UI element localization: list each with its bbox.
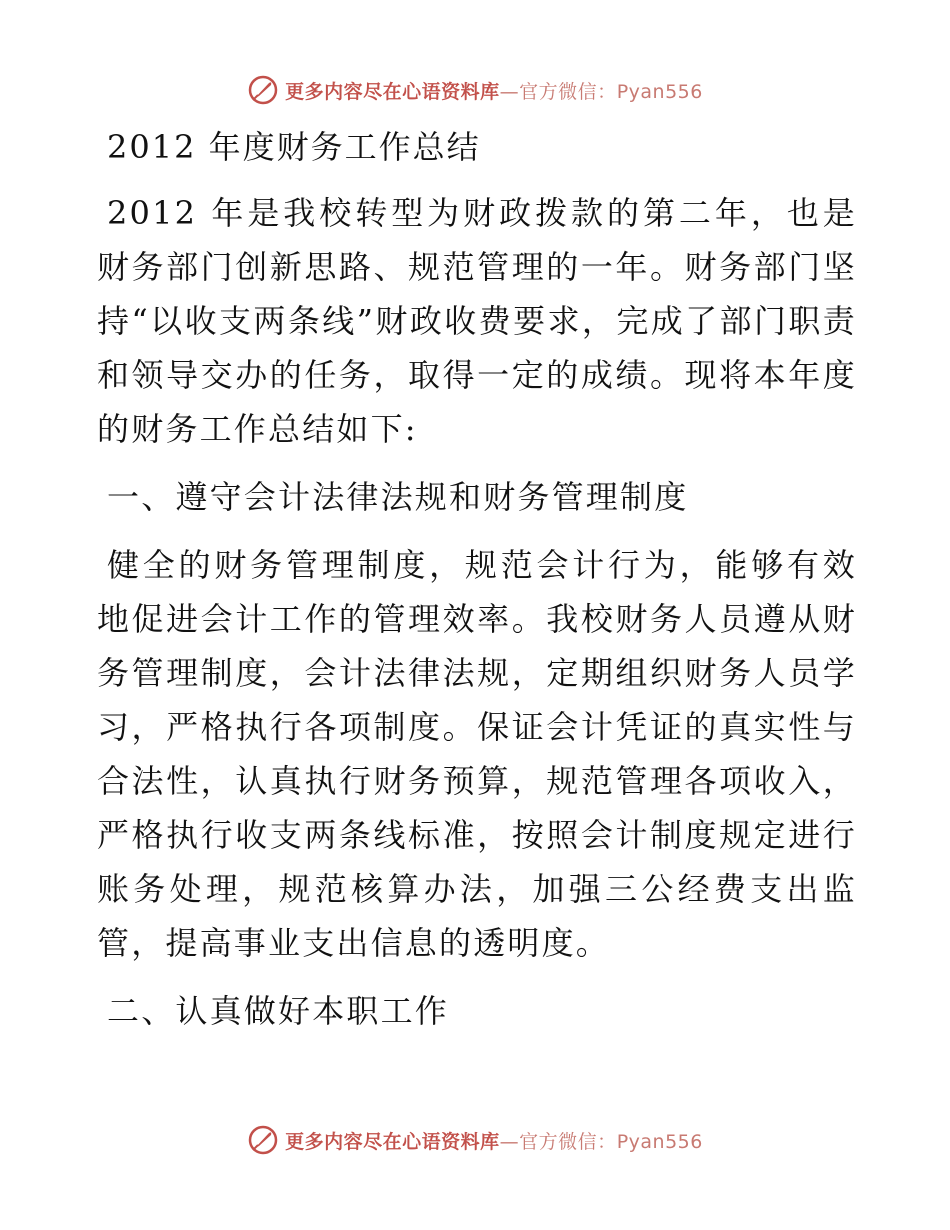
banner-site-name: 更多内容尽在心语资料库 bbox=[285, 1130, 500, 1153]
document-title: 2012 年度财务工作总结 bbox=[107, 128, 481, 166]
banner-wechat-label: —官方微信： bbox=[499, 80, 617, 103]
banner-text bbox=[285, 77, 703, 104]
section-heading-2: 二、认真做好本职工作 bbox=[107, 992, 450, 1030]
section-heading-1: 一、遵守会计法律法规和财务管理制度 bbox=[107, 478, 689, 516]
banner-site-name: 更多内容尽在心语资料库 bbox=[285, 80, 500, 103]
document-body bbox=[97, 118, 857, 1052]
header-banner bbox=[0, 70, 950, 110]
banner-wechat-id: Pyan556 bbox=[616, 80, 703, 103]
banner-text bbox=[285, 1127, 703, 1154]
banner-wechat-id: Pyan556 bbox=[616, 1130, 703, 1153]
footer-banner bbox=[0, 1120, 950, 1160]
feather-logo-icon bbox=[247, 74, 279, 106]
banner-wechat-label: —官方微信： bbox=[499, 1130, 617, 1153]
section-1-paragraph: 健全的财务管理制度，规范会计行为，能够有效地促进会计工作的管理效率。我校财务人员遵从财务管理制度，会计法律法规，定期组织财务人员学习，严格执行各项制度。保证会计凭证的真实性与合法性，认真执行财务预算，规范管理各项收入，严格执行收支两条线标准，按照会计制度规定进行账务处理，规范核算办法，加强三公经费支出监管，提高事业支出信息的透明度。 bbox=[97, 546, 857, 962]
intro-paragraph: 2012 年是我校转型为财政拨款的第二年，也是财务部门创新思路、规范管理的一年。财务部门坚持“以收支两条线”财政收费要求，完成了部门职责和领导交办的任务，取得一定的成绩。现将本年度的财务工作总结如下: bbox=[97, 194, 857, 448]
feather-logo-icon bbox=[247, 1124, 279, 1156]
